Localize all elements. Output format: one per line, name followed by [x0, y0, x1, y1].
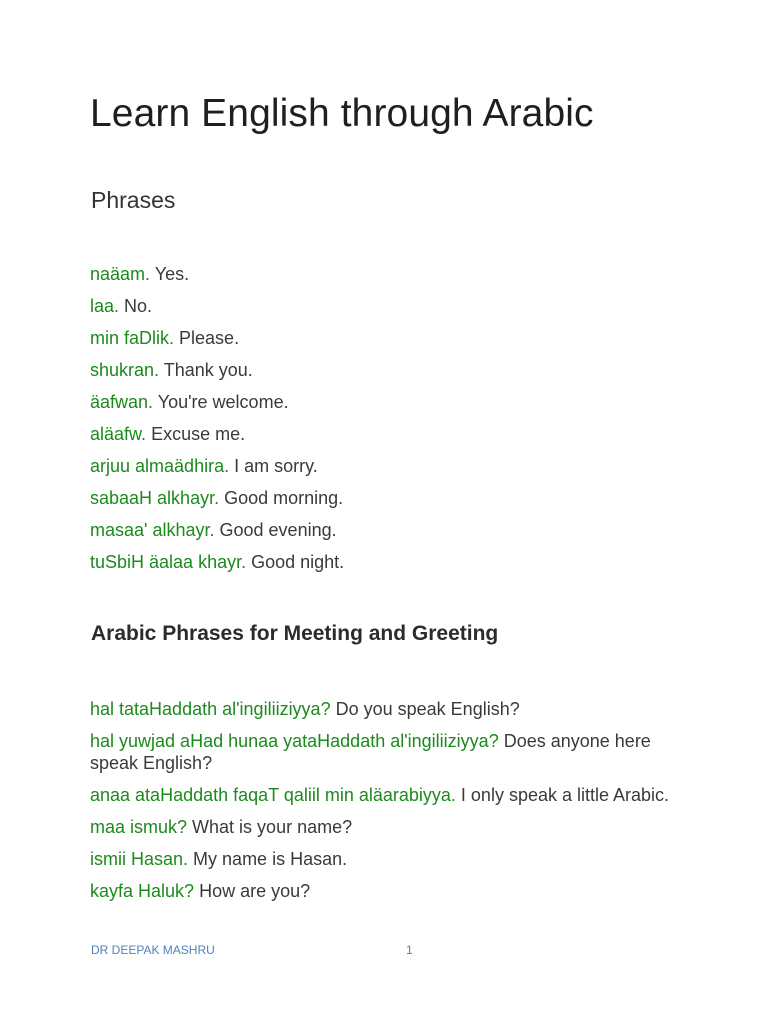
arabic-phrase: naäam. — [90, 264, 151, 284]
english-translation: Yes. — [154, 264, 190, 284]
phrase-item — [90, 263, 690, 295]
arabic-phrase: aläafw. — [90, 424, 147, 444]
section-subtitle: Phrases — [91, 187, 176, 213]
footer-author: DR DEEPAK MASHRU — [91, 943, 215, 957]
english-translation: What is your name? — [192, 817, 353, 837]
arabic-phrase: shukran. — [90, 360, 160, 380]
english-translation: Good evening. — [219, 520, 337, 540]
greeting-phrase-list — [90, 698, 690, 912]
phrase-item — [90, 327, 690, 359]
page-title: Learn English through Arabic — [90, 92, 594, 135]
phrase-item — [90, 391, 690, 423]
english-translation: Thank you. — [163, 360, 253, 380]
phrase-item — [90, 423, 690, 455]
phrase-item — [90, 730, 690, 774]
arabic-phrase: masaa' alkhayr. — [90, 520, 215, 540]
arabic-phrase: tuSbiH äalaa khayr. — [90, 552, 247, 572]
english-translation: How are you? — [199, 881, 311, 901]
english-translation: My name is Hasan. — [193, 849, 348, 869]
section-heading: Arabic Phrases for Meeting and Greeting — [91, 622, 499, 645]
arabic-phrase: kayfa Haluk? — [90, 881, 195, 901]
arabic-phrase: hal tataHaddath al'ingiliiziyya? — [90, 699, 331, 719]
page-number: 1 — [406, 943, 413, 957]
english-translation: Good night. — [251, 552, 345, 572]
arabic-phrase: maa ismuk? — [90, 817, 188, 837]
english-translation: Do you speak English? — [335, 699, 520, 719]
english-translation: No. — [124, 296, 153, 316]
english-translation: I am sorry. — [234, 456, 318, 476]
phrase-list — [90, 263, 690, 583]
english-translation: I only speak a little Arabic. — [460, 785, 670, 805]
phrase-item — [90, 455, 690, 487]
phrase-item — [90, 880, 690, 902]
arabic-phrase: hal yuwjad aHad hunaa yataHaddath al'ingiliiziyya? — [90, 731, 499, 751]
arabic-phrase: ismii Hasan. — [90, 849, 189, 869]
english-translation: Good morning. — [224, 488, 344, 508]
phrase-item — [90, 848, 690, 870]
english-translation: You're welcome. — [157, 392, 289, 412]
phrase-item — [90, 698, 690, 720]
english-translation: Excuse me. — [151, 424, 246, 444]
phrase-item — [90, 487, 690, 519]
english-translation: Please. — [179, 328, 240, 348]
arabic-phrase: äafwan. — [90, 392, 154, 412]
phrase-item — [90, 295, 690, 327]
english-translation: Does anyone here speak English? — [90, 731, 651, 773]
arabic-phrase: laa. — [90, 296, 120, 316]
phrase-item — [90, 784, 690, 806]
arabic-phrase: min faDlik. — [90, 328, 175, 348]
phrase-item — [90, 359, 690, 391]
arabic-phrase: arjuu almaädhira. — [90, 456, 230, 476]
phrase-item — [90, 816, 690, 838]
arabic-phrase: sabaaH alkhayr. — [90, 488, 220, 508]
arabic-phrase: anaa ataHaddath faqaT qaliil min aläarabiyya. — [90, 785, 456, 805]
phrase-item — [90, 519, 690, 551]
phrase-item — [90, 551, 690, 583]
